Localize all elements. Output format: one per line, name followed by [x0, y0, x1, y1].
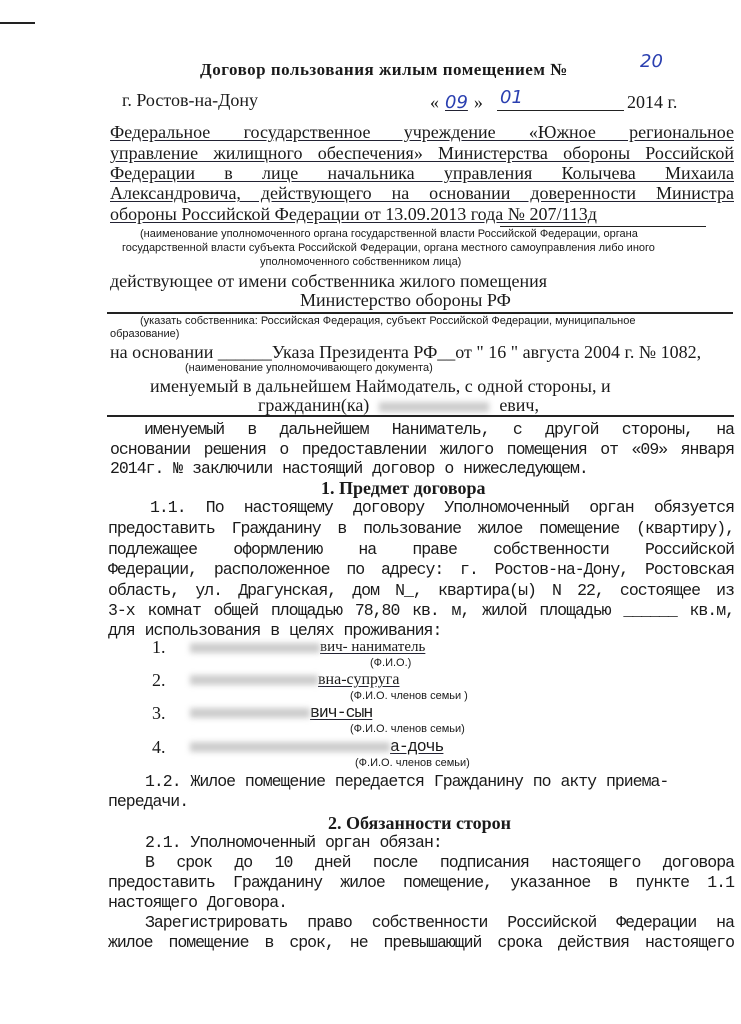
note: (наименование уполномоченного органа государственной власти Российской Федерации, органа [140, 228, 638, 240]
citizen-underline [107, 415, 734, 417]
member-note: (Ф.И.О. членов семьи) [355, 757, 470, 769]
owner: Министерство обороны РФ [300, 290, 511, 310]
citizen-label: гражданин(ка) [258, 395, 370, 415]
member-name [190, 703, 372, 723]
member-number: 4. [152, 737, 166, 757]
member-name [190, 670, 399, 690]
intro-line: Федерации в лице начальника управления Колычева Михаила [110, 163, 734, 183]
section-heading: 1. Предмет договора [321, 478, 486, 498]
paragraph-line: настоящего Договора. [108, 893, 288, 912]
tenant-line: 2014г. № заключили настоящий договор о нижеследующем. [110, 459, 588, 478]
note: уполномоченного собственником лица) [260, 256, 462, 268]
paragraph-line: Зарегистрировать право собственности Российской Федерации на [145, 913, 734, 932]
blank-line [500, 226, 706, 227]
intro-line: управление жилищного обеспечения» Министерства обороны Российской [110, 143, 734, 163]
paragraph-line: жилое помещение в срок, не превышающий срока действия настоящего [108, 933, 734, 952]
redacted-name [379, 402, 489, 412]
doc-title: Договор пользования жилым помещением № [200, 60, 568, 79]
member-name [190, 637, 425, 657]
month: 01 [500, 87, 523, 108]
paragraph-line: подлежащее оформлению на праве собственности Российской [108, 540, 734, 559]
paragraph-line: 1.2. Жилое помещение передается Гражданину по акту приема- [145, 772, 669, 791]
owner-line [107, 312, 733, 314]
member-role: вич-сын [310, 703, 373, 722]
member-note: (Ф.И.О.) [370, 657, 412, 669]
note: (наименование уполномочивающего документа) [185, 362, 433, 374]
paragraph-line: 2.1. Уполномоченный орган обязан: [145, 833, 442, 852]
intro-line: обороны Российской Федерации от 13.09.2013 года № 207/113д [110, 204, 597, 224]
tenant-line: именуемый в дальнейшем Наниматель, с другой стороны, на [144, 420, 734, 439]
member-note: (Ф.И.О. членов семьи ) [350, 690, 468, 702]
member-role: вна-супруга [318, 671, 400, 688]
landlord: именуемый в дальнейшем Наймодатель, с одной стороны, и [150, 376, 611, 396]
basis: на основании ______Указа Президента РФ__от " 16 " августа 2004 г. № 1082, [110, 342, 702, 362]
city: г. Ростов-на-Дону [122, 90, 259, 110]
citizen-line [258, 395, 539, 415]
date-day-field: « 09 » [430, 92, 483, 113]
doc-number: 20 [640, 51, 663, 72]
member-number: 3. [152, 703, 166, 723]
paragraph-line: предоставить Гражданину жилое помещение, указанное в пункте 1.1 [108, 873, 734, 892]
member-note: (Ф.И.О. членов семьи) [350, 723, 465, 735]
paragraph-line: Федерации, расположенное по адресу: г. Ростов-на-Дону, Ростовская [108, 560, 734, 579]
month-underline [497, 110, 624, 111]
member-number: 2. [152, 670, 166, 690]
redacted-name [190, 742, 390, 752]
day: 09 [445, 92, 468, 113]
paragraph-line: область, ул. Драгунская, дом N_, квартира(ы) N 22, состоящее из [108, 581, 734, 600]
intro-line: Александровича, действующего на основании доверенности Министра [110, 183, 734, 203]
redacted-name [190, 675, 318, 685]
paragraph-line: 3-х комнат общей площадью 78,80 кв. м, жилой площадью ______ кв.м, [108, 601, 734, 620]
redacted-name [190, 643, 320, 653]
paragraph-line: 1.1. По настоящему договору Уполномоченный орган обязуется [150, 498, 734, 517]
member-role: а-дочь [390, 737, 444, 756]
note: (указать собственника: Российская Федерация, субъект Российской Федерации, муниципальное [140, 315, 636, 327]
scan-mark [0, 22, 35, 24]
citizen-suffix: евич, [499, 395, 539, 415]
member-role: вич- наниматель [320, 639, 426, 655]
paragraph-line: В срок до 10 дней после подписания настоящего договора [145, 853, 734, 872]
year: 2014 г. [627, 92, 678, 112]
acting: действующее от имени собственника жилого помещения [110, 271, 548, 291]
note: государственной власти субъекта Российской Федерации, органа местного самоуправления либо иного [122, 242, 655, 254]
paragraph-line: предоставить Гражданину в пользование жилое помещение (квартиру), [108, 519, 734, 538]
section-heading: 2. Обязанности сторон [328, 813, 511, 833]
intro-line: Федеральное государственное учреждение «Южное региональное [110, 122, 734, 142]
redacted-name [190, 708, 310, 718]
member-number: 1. [152, 637, 166, 657]
tenant-line: основании решения о предоставлении жилого помещения от «09» января [110, 440, 734, 459]
member-name [190, 737, 443, 757]
paragraph-line: передачи. [108, 792, 189, 811]
paragraph-line: для использования в целях проживания: [108, 621, 442, 640]
note: образование) [110, 328, 180, 340]
